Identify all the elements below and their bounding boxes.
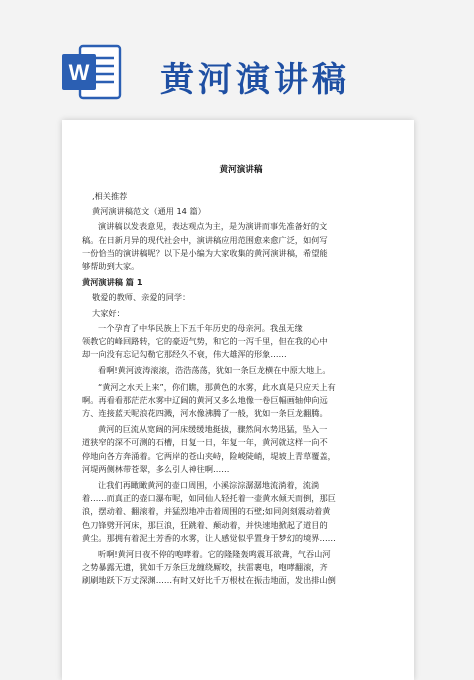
paragraph-line: 道狭窄的深不可测的石槽，日复一日，年复一年，黄河就这样一向不 (82, 437, 328, 448)
greeting-text: 敬爱的教师、亲爱的同学： (92, 292, 191, 303)
paragraph-line: 够帮助到大家。 (82, 261, 140, 272)
paragraph-line: 啊。再看看那茫茫水雾中辽阔的黄河又多么地像一卷巨幅画轴伸向远 (82, 394, 328, 405)
paragraph-line: 刷刷地跃下万丈深渊……有时又好比千万根杖在振击地面，发出排山倒 (82, 575, 336, 586)
paragraph-line: “黄河之水天上来”，你们瞧，那黄色的水雾，此水真是只应天上有 (98, 381, 336, 392)
paragraph-line: 河堤两侧林带苍翠，多么引人神往啊…… (82, 463, 230, 474)
banner-title: 黄河演讲稿 (160, 60, 350, 100)
paragraph-line: 停地向各方奔涌着。它两岸的苍山夹峙，险峻陡峭，堤坡上青草覆盖， (82, 450, 336, 461)
body-paragraph (82, 381, 400, 421)
greeting-line (82, 307, 400, 320)
paragraph-line: 一份恰当的演讲稿呢？以下是小编为大家收集的黄河演讲稿，希望能 (82, 247, 328, 258)
banner (0, 0, 474, 120)
paragraph-line: 一个孕育了中华民族上下五千年历史的母亲河。我虽无缘 (98, 322, 303, 333)
intro-paragraph (82, 220, 400, 273)
word-logo-letter: W (68, 60, 90, 85)
paragraph-line: 看啊!黄河波涛滚滚，浩浩荡荡，犹如一条巨龙横在中原大地上。 (98, 365, 331, 376)
meta-text: 黄河演讲稿范文（通用 14 篇） (92, 206, 206, 217)
body-paragraph (82, 479, 400, 545)
greeting-text: 大家好： (92, 307, 125, 318)
body-paragraph (82, 322, 400, 362)
meta-text: ,相关推荐 (92, 191, 128, 201)
body-paragraph (82, 548, 400, 588)
paragraph-line: 浪，摆动着、翻滚着，并猛烈地冲击着周围的石壁;如同剑刻震动着黄 (82, 506, 331, 517)
meta-line (82, 190, 400, 203)
paragraph-line: 领教它的峰回路转，它的豪迈气势，和它的一泻千里，但在我的心中 (82, 336, 328, 347)
paragraph-line: 黄河的巨流从宽阔的河床缓缓地挺拔，骤然间水势迅猛，坠入一 (98, 424, 328, 435)
paragraph-line: 稿。在日新月异的现代社会中，演讲稿应用范围愈来愈广泛，如何写 (82, 234, 328, 245)
document-title: 黄河演讲稿 (219, 165, 263, 175)
body-paragraph (82, 364, 400, 377)
meta-line (82, 205, 400, 218)
paragraph-line: 方、连接蓝天呢浪花四溅，河水像沸腾了一般，犹如一条巨龙翻腾。 (82, 408, 328, 419)
paragraph-line: 黄尘。那拥有着泥土芳香的水雾，让人感觉似乎置身于梦幻的境界…… (82, 532, 336, 543)
paragraph-line: 让我们再瞰瞰黄河的壶口周围，小溪淙淙潺潺地流淌着，流淌 (98, 480, 320, 491)
paragraph-line: 听啊!黄河日夜不停的咆哮着。它的隆隆轰鸣震耳欲聋，气吞山河 (98, 549, 331, 560)
body-paragraph (82, 423, 400, 476)
document-body (82, 164, 400, 591)
paragraph-line: 着……而真正的壶口瀑布呢，如同仙人轻托着一壶黄水倾天而倒，那巨 (82, 493, 336, 504)
paragraph-line: 之势暴露无遗，犹如千万条巨龙缠绕厮咬，扶雷裹电，咆哮翻滚，齐 (82, 562, 328, 573)
word-document-icon (60, 40, 124, 104)
paragraph-line: 色刀锋劈开河床，那巨浪，狂跳着、颠动着，并快速地掀起了道目的 (82, 519, 328, 530)
section-heading: 黄河演讲稿 篇 1 (82, 277, 143, 288)
greeting-line (82, 291, 400, 304)
paragraph-line: 演讲稿以发表意见，表达观点为主，是为演讲而事先准备好的文 (98, 221, 328, 232)
paragraph-line: 却一向没有忘记勾勒它那经久不衰，伟大雄浑的形象…… (82, 349, 287, 360)
document-page (62, 120, 414, 680)
